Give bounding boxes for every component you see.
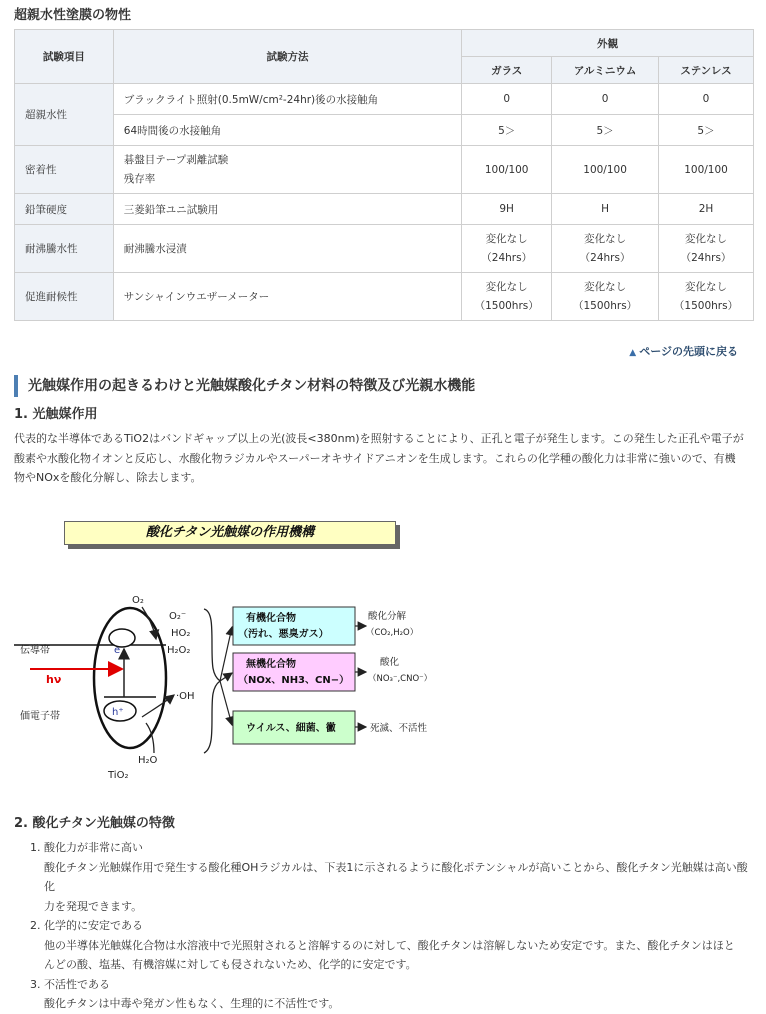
triangle-up-icon: ▲ bbox=[629, 348, 637, 358]
paragraph-photocatalysis bbox=[14, 429, 752, 488]
feature-description: 他の半導体光触媒化合物は水溶液中で光照射されると溶解するのに対して、酸化チタンは溶解しないため安定です。また、酸化チタンはほと bbox=[44, 938, 735, 952]
table-row bbox=[15, 115, 754, 146]
arrow-to-virus bbox=[220, 681, 232, 725]
hv-label: hν bbox=[46, 673, 62, 686]
h2o2-label: H₂O₂ bbox=[167, 645, 191, 656]
cell-line: （24hrs） bbox=[481, 251, 533, 264]
row-item: 鉛筆硬度 bbox=[15, 194, 114, 225]
row-method: 64時間後の水接触角 bbox=[113, 115, 461, 146]
physical-properties-table bbox=[14, 29, 754, 321]
header-item: 試験項目 bbox=[15, 30, 114, 84]
cell-line: 変化なし bbox=[485, 280, 528, 293]
cell-aluminum bbox=[552, 273, 659, 321]
electron-circle bbox=[109, 629, 135, 647]
paragraph-line: 代表的な半導体であるTiO2はバンドギャップ以上の光(波長<380nm)を照射することにより、正孔と電子が発生します。この発生した正孔や電子が bbox=[14, 432, 744, 445]
cell-stainless: 5＞ bbox=[659, 115, 754, 146]
feature-list bbox=[30, 838, 750, 1014]
cell-line: 変化なし bbox=[485, 232, 528, 245]
cell-aluminum: H bbox=[552, 194, 659, 225]
cell-stainless: 100/100 bbox=[659, 146, 754, 194]
row-method bbox=[113, 146, 461, 194]
feature-description: 酸化チタンは中毒や発ガン性もなく、生理的に不活性です。 bbox=[44, 997, 340, 1010]
cell-glass bbox=[462, 225, 552, 273]
cell-line: 変化なし bbox=[685, 280, 728, 293]
virus-label: ウイルス、細菌、黴 bbox=[246, 723, 336, 734]
physical-table-title: 超親水性塗膜の物性 bbox=[14, 8, 132, 23]
output-decompose-products: （CO₂,H₂O） bbox=[366, 628, 419, 638]
cell-line: 変化なし bbox=[584, 280, 627, 293]
organic-examples: （汚れ、悪臭ガス） bbox=[238, 629, 329, 640]
feature-title: 2. 化学的に安定である bbox=[30, 919, 143, 932]
method-line: 碁盤目テープ剥離試験 bbox=[123, 153, 229, 166]
o2-minus-label: O₂⁻ bbox=[169, 611, 187, 622]
subheading-features: 2. 酸化チタン光触媒の特徴 bbox=[14, 816, 175, 831]
feature-description: 酸化チタン光触媒作用で発生する酸化種OHラジカルは、下表1に示されるように酸化ポテンシャルが高いことから、酸化チタン光触媒は高い酸化 bbox=[44, 860, 748, 893]
output-oxidize: 酸化 bbox=[380, 657, 400, 668]
row-item: 密着性 bbox=[15, 146, 114, 194]
row-item: 促進耐候性 bbox=[15, 273, 114, 321]
cell-line: （1500hrs） bbox=[673, 299, 739, 312]
arrow-to-organic bbox=[220, 627, 232, 681]
feature-description: んどの酸、塩基、有機溶媒に対しても侵されないため、化学的に安定です。 bbox=[44, 958, 417, 971]
organic-label: 有機化合物 bbox=[246, 613, 296, 624]
feature-title: 3. 不活性である bbox=[30, 977, 110, 991]
header-appearance: 外観 bbox=[462, 30, 754, 57]
hole-label: h⁺ bbox=[112, 707, 124, 718]
cell-glass: 5＞ bbox=[462, 115, 552, 146]
table-row bbox=[15, 146, 754, 194]
subheading-photocatalysis: 1. 光触媒作用 bbox=[14, 407, 98, 422]
row-method: 耐沸騰水浸漬 bbox=[113, 225, 461, 273]
output-oxidize-products: （NO₃⁻,CNO⁻） bbox=[368, 674, 433, 684]
ho2-label: HO₂ bbox=[171, 628, 191, 639]
cell-line: （1500hrs） bbox=[573, 299, 638, 312]
cell-stainless bbox=[659, 225, 754, 273]
table-row bbox=[15, 273, 754, 321]
row-method: ブラックライト照射(0.5mW/cm²-24hr)後の水接触角 bbox=[113, 84, 461, 115]
cell-glass: 0 bbox=[462, 84, 552, 115]
header-stainless: ステンレス bbox=[659, 57, 754, 84]
output-decompose: 酸化分解 bbox=[368, 611, 407, 622]
electron-label: e bbox=[114, 645, 121, 656]
paragraph-line: 物やNOxを酸化分解し、除去します。 bbox=[14, 471, 202, 484]
tio2-label: TiO₂ bbox=[108, 770, 129, 781]
cell-line: 変化なし bbox=[685, 232, 728, 245]
method-line: 残存率 bbox=[123, 172, 156, 185]
cell-glass: 100/100 bbox=[462, 146, 552, 194]
row-item: 耐沸騰水性 bbox=[15, 225, 114, 273]
cell-stainless bbox=[659, 273, 754, 321]
oh-label: ·OH bbox=[176, 691, 195, 702]
cell-aluminum: 0 bbox=[552, 84, 659, 115]
cell-aluminum: 5＞ bbox=[552, 115, 659, 146]
cell-line: （24hrs） bbox=[579, 251, 631, 264]
cell-aluminum bbox=[552, 225, 659, 273]
h2o-label: H₂O bbox=[138, 755, 158, 766]
row-method: 三菱鉛筆ユニ試験用 bbox=[113, 194, 461, 225]
header-aluminum: アルミニウム bbox=[552, 57, 659, 84]
tio2-particle bbox=[94, 608, 166, 748]
inorganic-examples: （NOx、NH3、CN−） bbox=[238, 675, 350, 686]
cell-glass: 9H bbox=[462, 194, 552, 225]
cell-line: （1500hrs） bbox=[474, 299, 539, 312]
brace bbox=[204, 609, 220, 753]
section-heading: 光触媒作用の起きるわけと光触媒酸化チタン材料の特徴及び光親水機能 bbox=[14, 375, 748, 397]
header-method: 試験方法 bbox=[113, 30, 461, 84]
mechanism-diagram bbox=[14, 585, 454, 785]
cell-line: 変化なし bbox=[584, 232, 627, 245]
paragraph-line: 酸素や水酸化物イオンと反応し、水酸化物ラジカルやスーパーオキサイドアニオンを生成します。これらの化学種の酸化力は非常に強いので、有機 bbox=[14, 451, 736, 465]
table-row bbox=[15, 194, 754, 225]
back-to-top-label: ページの先頭に戻る bbox=[639, 345, 738, 358]
o2-label: O₂ bbox=[132, 595, 144, 606]
output-inactivate: 死滅、不活性 bbox=[370, 723, 428, 734]
valence-band-label: 価電子帯 bbox=[20, 711, 60, 722]
feature-description: 力を発現できます。 bbox=[44, 899, 143, 913]
header-glass: ガラス bbox=[462, 57, 552, 84]
back-to-top-link[interactable] bbox=[629, 343, 738, 359]
list-item bbox=[30, 916, 750, 975]
table-row bbox=[15, 84, 754, 115]
cell-glass bbox=[462, 273, 552, 321]
cell-line: （24hrs） bbox=[680, 251, 732, 264]
inorganic-label: 無機化合物 bbox=[246, 659, 296, 670]
list-item bbox=[30, 838, 750, 916]
row-item: 超親水性 bbox=[15, 84, 114, 146]
row-method: サンシャインウエザーメーター bbox=[113, 273, 461, 321]
cell-stainless: 2H bbox=[659, 194, 754, 225]
cell-aluminum: 100/100 bbox=[552, 146, 659, 194]
feature-title: 1. 酸化力が非常に高い bbox=[30, 841, 143, 854]
table-row bbox=[15, 225, 754, 273]
conduction-band-label: 伝導帯 bbox=[20, 645, 50, 656]
cell-stainless: 0 bbox=[659, 84, 754, 115]
diagram-banner: 酸化チタン光触媒の作用機構 bbox=[64, 521, 396, 545]
